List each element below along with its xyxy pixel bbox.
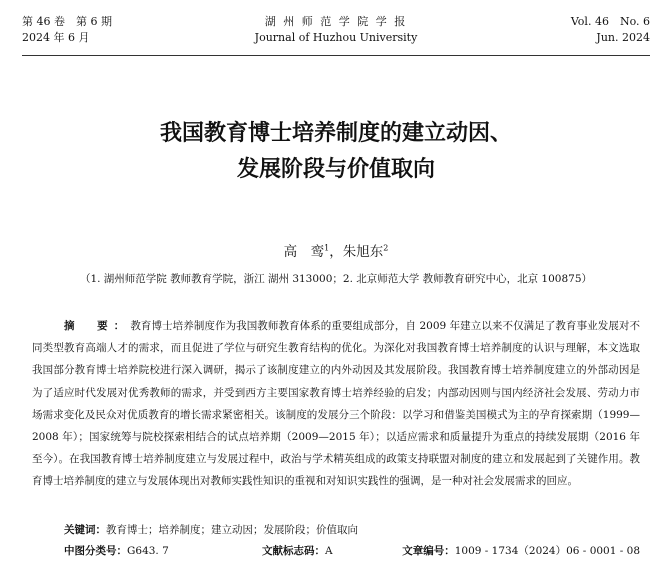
abstract-text: 教育博士培养制度作为我国教师教育体系的重要组成部分，自 2009 年建立以来不仅满足了教育事业发展对不同类型教育高端人才的需求，而且促进了学位与研究生教育结构的优化。为深化对我国教育博士培养制度的认识与理解，本文选取我国部分教育博士培养院校进行深入调研，揭示了该制度建立的内外动因及其发展阶段。我国教育博士培养制度建立的外部动因是为了适应时代发展对优秀教师的需求，并受到西方主要国家教育博士培养经验的启发；内部动因则与国内经济社会发展、劳动力市场需求变化及民众对优质教育的增长需求紧密相关。该制度的发展分三个阶段：以学习和借鉴美国模式为主的孕育探索期（1999—2008 年）；国家统筹与院校探索相结合的试点培养期（2009—2015 年）；以适应需求和质量提升为重点的持续发展期（2016 年至今）。在我国教育博士培养制度建立与发展过程中，政治与学术精英组成的政策支持联盟对制度的建立和发展起到了关键作用。教育博士培养制度的建立与发展体现出对教师实践性知识的重视和对知识实践性的强调，是一种对社会发展需求的回应。 — [32, 320, 640, 488]
author-name: 朱旭东 — [342, 244, 384, 260]
title-line-2: 发展阶段与价值取向 — [236, 157, 435, 182]
author-separator: ， — [329, 244, 343, 260]
title-line-1: 我国教育博士培养制度的建立动因、 — [159, 121, 512, 146]
keywords-label: 关键词： — [64, 524, 106, 536]
author-affiliation-mark: 2 — [383, 243, 389, 253]
clc-label: 中图分类号： — [64, 545, 127, 557]
journal-name — [22, 14, 650, 46]
clc-value: G643. 7 — [127, 545, 169, 557]
document-code-value: A — [325, 545, 333, 557]
running-header — [22, 14, 650, 54]
author-name: 高 鸾 — [283, 244, 325, 260]
abstract-label: 摘 要： — [64, 320, 131, 332]
keywords-text: 教育博士；培养制度；建立动因；发展阶段；价值取向 — [106, 524, 358, 536]
author-affiliation-mark: 1 — [324, 243, 330, 253]
author-affiliations: （1. 湖州师范学院 教师教育学院，浙江 湖州 313000；2. 北京师范大学 教师教育研究中心，北京 100875） — [79, 273, 593, 285]
volume-issue-en: Vol. 46 No. 6 — [570, 15, 650, 28]
keywords — [64, 522, 640, 538]
publication-date-en: Jun. 2024 — [596, 31, 650, 44]
document-code-label: 文献标志码： — [262, 545, 325, 557]
article-number — [402, 543, 640, 559]
article-number-value: 1009 - 1734（2024）06 - 0001 - 08 — [454, 545, 640, 557]
clc-number — [64, 543, 169, 559]
abstract — [32, 315, 640, 493]
issue-info-en — [571, 14, 650, 46]
publication-date: 2024 年 6 月 — [22, 31, 90, 44]
header-rule — [22, 55, 650, 56]
journal-name-cn: 湖 州 师 范 学 院 学 报 — [264, 15, 408, 28]
article-title — [0, 116, 672, 188]
journal-name-en: Journal of Huzhou University — [254, 31, 418, 44]
article-number-label: 文章编号： — [402, 545, 455, 557]
document-code — [262, 543, 333, 559]
author-list — [0, 240, 672, 260]
volume-issue: 第 46 卷 第 6 期 — [22, 15, 112, 28]
